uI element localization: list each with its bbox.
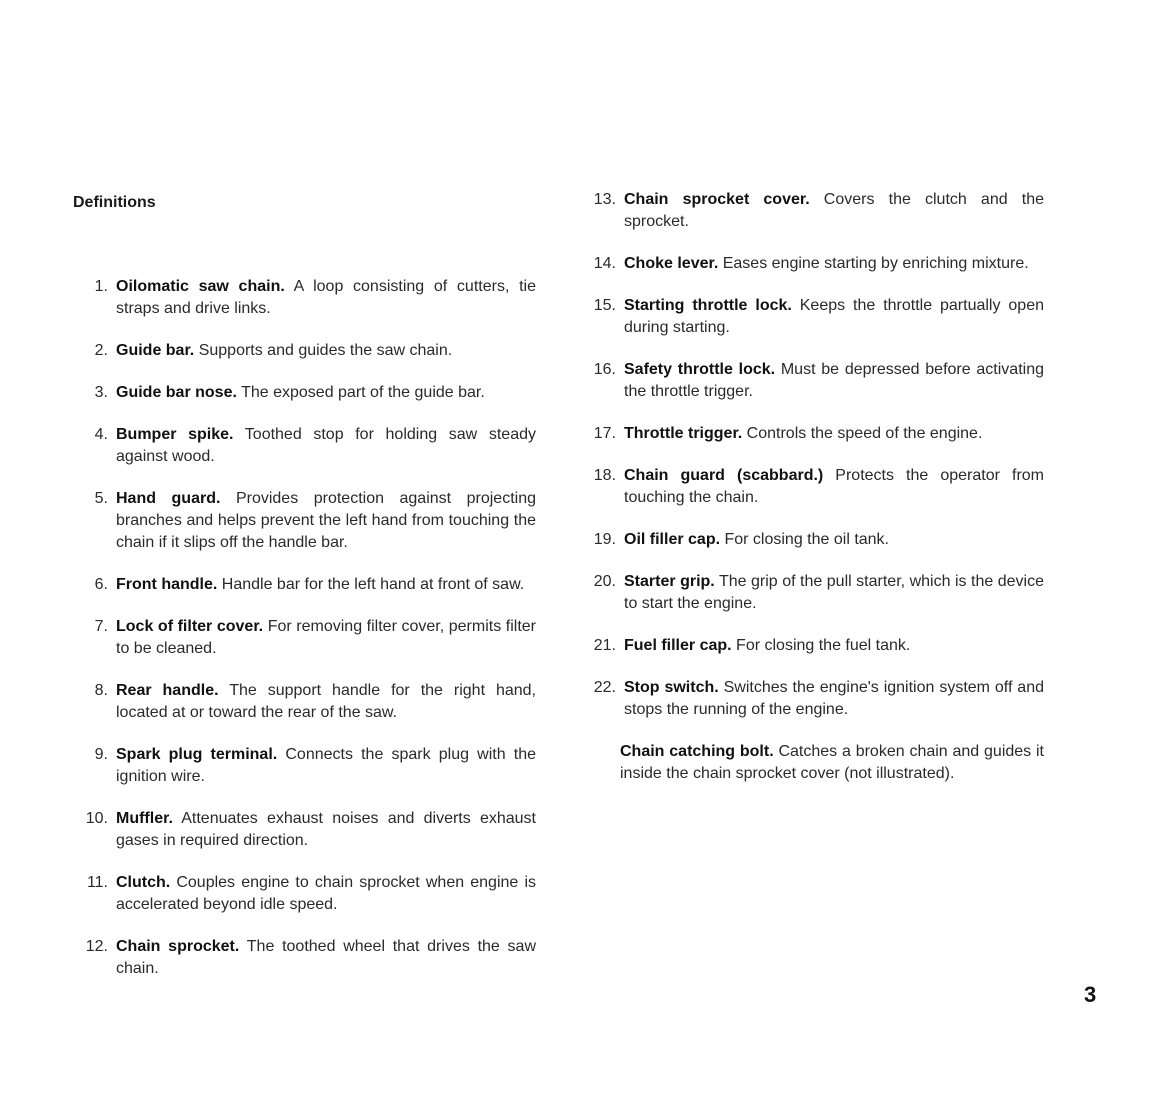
definition-number-label: 7.	[94, 618, 108, 635]
definition-item	[578, 189, 1044, 233]
definition-number-label: 19.	[593, 531, 616, 548]
definition-term: Chain sprocket.	[116, 938, 240, 955]
definition-term: Chain sprocket cover.	[624, 191, 810, 208]
definition-description: Provides protection against projecting branches and helps prevent the left hand from touching the chain if it slips off the handle bar.	[116, 490, 536, 551]
definition-number	[578, 253, 616, 275]
definition-number-label: 9.	[94, 746, 108, 763]
definition-item	[70, 872, 536, 916]
definition-number-label: 4.	[94, 426, 108, 443]
definition-item	[578, 677, 1044, 721]
definition-body	[108, 616, 536, 660]
definition-body	[108, 276, 536, 320]
definition-term: Oilomatic saw chain.	[116, 278, 285, 295]
definition-item-unnumbered	[620, 741, 1044, 785]
definition-item	[70, 574, 536, 596]
definition-body	[616, 189, 1044, 233]
definition-description: Couples engine to chain sprocket when engine is accelerated beyond idle speed.	[116, 874, 536, 913]
definition-term: Guide bar nose.	[116, 384, 237, 401]
definition-body	[616, 253, 1044, 275]
definition-description: Attenuates exhaust noises and diverts exhaust gases in required direction.	[116, 810, 536, 849]
definition-item	[578, 423, 1044, 445]
definition-term: Oil filler cap.	[624, 531, 721, 548]
definition-body	[108, 680, 536, 724]
definition-number-label: 3.	[94, 384, 108, 401]
definition-number-label: 2.	[94, 342, 108, 359]
definition-body	[108, 808, 536, 852]
definition-body	[108, 574, 536, 596]
definition-body	[616, 359, 1044, 403]
definition-description: Connects the spark plug with the ignition wire.	[116, 746, 537, 785]
definition-term: Chain catching bolt.	[620, 743, 774, 760]
definition-number	[578, 295, 616, 339]
definition-description: Controls the speed of the engine.	[742, 425, 983, 442]
definition-term: Guide bar.	[116, 342, 195, 359]
definition-item	[578, 465, 1044, 509]
definition-description: Supports and guides the saw chain.	[194, 342, 453, 359]
definition-number-label: 15.	[593, 297, 616, 314]
definition-description: Handle bar for the left hand at front of saw.	[217, 576, 525, 593]
definition-item	[578, 295, 1044, 339]
definition-number-label: 17.	[593, 425, 616, 442]
definition-number	[70, 936, 108, 980]
definitions-right-column	[578, 189, 1044, 785]
definition-number	[578, 529, 616, 551]
definition-number	[70, 382, 108, 404]
definition-description: Eases engine starting by enriching mixture.	[718, 255, 1029, 272]
definition-description: Must be depressed before activating the throttle trigger.	[624, 361, 1044, 400]
definition-description: Switches the engine's ignition system off and stops the running of the engine.	[624, 679, 1044, 718]
definition-description: For removing filter cover, permits filter to be cleaned.	[116, 618, 536, 657]
definition-description: The support handle for the right hand, located at or toward the rear of the saw.	[116, 682, 537, 721]
definition-number	[70, 744, 108, 788]
definition-number-label: 1.	[94, 278, 108, 295]
definition-number	[70, 340, 108, 362]
definition-body	[108, 744, 536, 788]
definition-item	[70, 616, 536, 660]
definition-description: Keeps the throttle partually open during starting.	[624, 297, 1044, 336]
definition-description: For closing the oil tank.	[720, 531, 889, 548]
definition-number-label: 5.	[94, 490, 108, 507]
definition-number	[70, 616, 108, 660]
definition-body	[108, 382, 536, 404]
definition-body	[616, 529, 1044, 551]
definition-number-label: 14.	[593, 255, 616, 272]
definition-item	[70, 276, 536, 320]
definition-body	[108, 340, 536, 362]
definition-number	[70, 574, 108, 596]
definition-description: The toothed wheel that drives the saw chain.	[116, 938, 536, 977]
definition-number-label: 11.	[86, 874, 108, 891]
definition-description: A loop consisting of cutters, tie straps and drive links.	[116, 278, 536, 317]
definition-term: Safety throttle lock.	[624, 361, 776, 378]
definition-number	[70, 276, 108, 320]
definition-term: Rear handle.	[116, 682, 219, 699]
definition-number	[578, 465, 616, 509]
definitions-left-column	[70, 276, 536, 1000]
definition-number-label: 20.	[593, 573, 616, 590]
definition-body	[108, 872, 536, 916]
definition-body	[616, 571, 1044, 615]
definition-body	[616, 295, 1044, 339]
definition-term: Clutch.	[116, 874, 171, 891]
definition-term: Starter grip.	[624, 573, 715, 590]
definition-term: Chain guard (scabbard.)	[624, 467, 824, 484]
definition-term: Muffler.	[116, 810, 173, 827]
definition-item	[578, 253, 1044, 275]
definition-term: Spark plug terminal.	[116, 746, 278, 763]
definition-term: Hand guard.	[116, 490, 221, 507]
section-heading: Definitions	[73, 194, 156, 211]
definition-term: Throttle trigger.	[624, 425, 743, 442]
definition-description: The exposed part of the guide bar.	[236, 384, 485, 401]
definition-body	[616, 635, 1044, 657]
page-number: 3	[1084, 982, 1097, 1007]
definition-item	[70, 424, 536, 468]
definition-number-label: 6.	[94, 576, 108, 593]
definition-number	[70, 488, 108, 554]
definition-number	[578, 423, 616, 445]
definition-description: For closing the fuel tank.	[731, 637, 911, 654]
definition-item	[70, 680, 536, 724]
definition-description: The grip of the pull starter, which is the device to start the engine.	[624, 573, 1045, 612]
definition-body	[616, 677, 1044, 721]
definition-number-label: 12.	[85, 938, 108, 955]
definition-number-label: 10.	[85, 810, 108, 827]
definition-item	[70, 808, 536, 852]
definition-item	[578, 571, 1044, 615]
definition-item	[70, 936, 536, 980]
definition-number-label: 21.	[593, 637, 616, 654]
definition-term: Bumper spike.	[116, 426, 234, 443]
definition-item	[70, 488, 536, 554]
definition-item	[578, 359, 1044, 403]
definition-number	[70, 872, 108, 916]
definition-number-label: 18.	[593, 467, 616, 484]
definition-number-label: 22.	[593, 679, 616, 696]
definition-number-label: 8.	[94, 682, 108, 699]
definition-term: Stop switch.	[624, 679, 719, 696]
definition-number-label: 13.	[593, 191, 616, 208]
definition-item	[70, 340, 536, 362]
definition-description: Catches a broken chain and guides it inside the chain sprocket cover (not illustrated).	[620, 743, 1044, 782]
definition-item	[578, 635, 1044, 657]
definition-number	[70, 424, 108, 468]
definition-number	[70, 808, 108, 852]
definition-number	[578, 571, 616, 615]
definition-item	[578, 529, 1044, 551]
definition-number-label: 16.	[593, 361, 616, 378]
definition-number	[578, 677, 616, 721]
definition-number	[578, 359, 616, 403]
definition-description: Covers the clutch and the sprocket.	[624, 191, 1044, 230]
definition-number	[578, 189, 616, 233]
definition-term: Fuel filler cap.	[624, 637, 732, 654]
definition-description: Protects the operator from touching the chain.	[624, 467, 1044, 506]
definition-item	[70, 744, 536, 788]
definition-body	[616, 423, 1044, 445]
definition-term: Front handle.	[116, 576, 218, 593]
definition-body	[108, 424, 536, 468]
definition-term: Starting throttle lock.	[624, 297, 792, 314]
definition-description: Toothed stop for holding saw steady against wood.	[116, 426, 536, 465]
definition-item	[70, 382, 536, 404]
definition-number	[578, 635, 616, 657]
definition-term: Lock of filter cover.	[116, 618, 264, 635]
definition-term: Choke lever.	[624, 255, 719, 272]
definition-body	[616, 465, 1044, 509]
definition-number	[70, 680, 108, 724]
definition-body	[108, 936, 536, 980]
definition-body	[108, 488, 536, 554]
